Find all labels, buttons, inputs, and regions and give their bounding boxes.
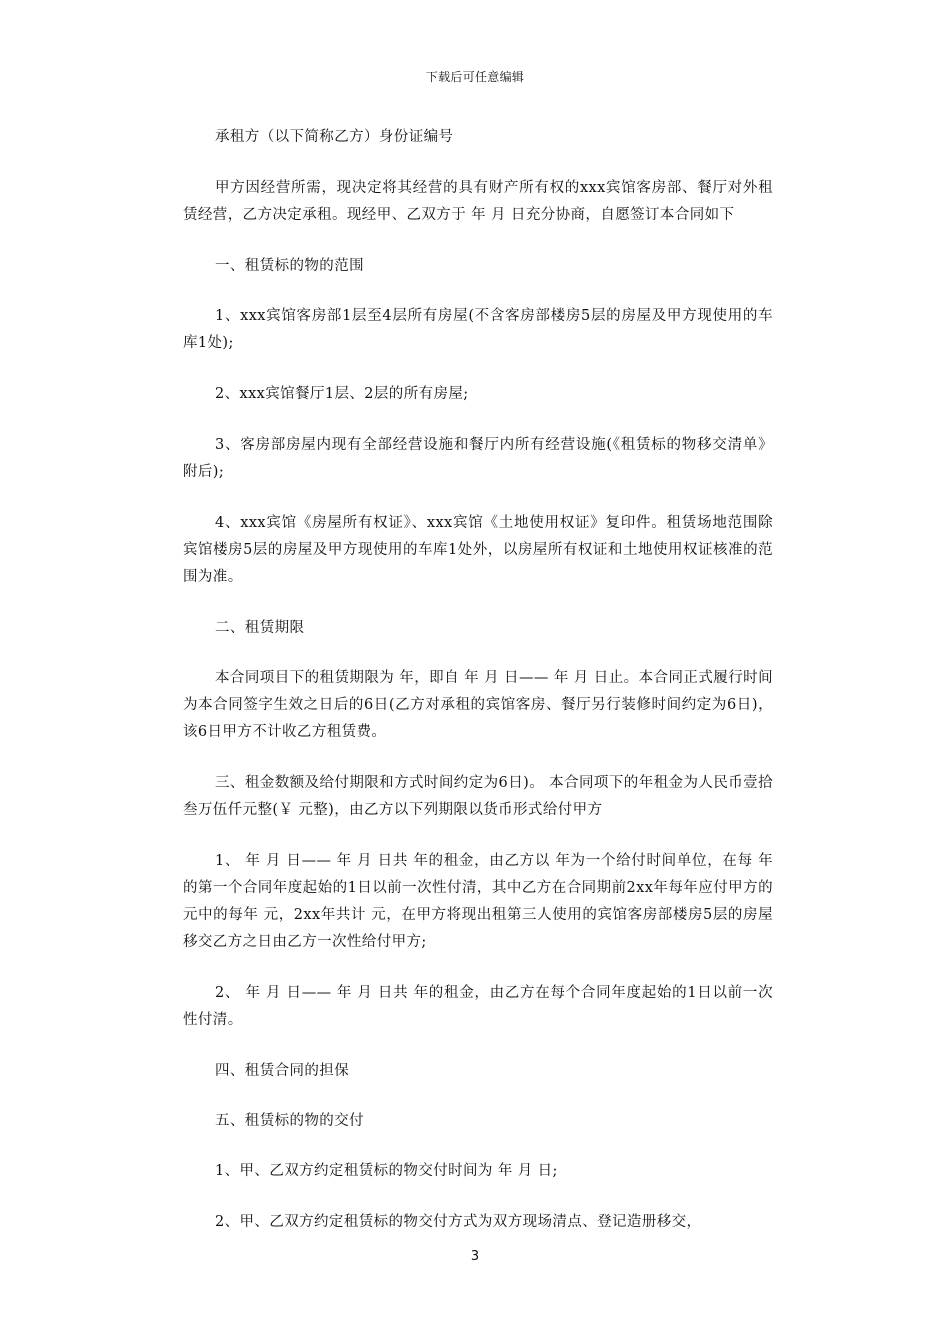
paragraph-delivery-item-2: 2、甲、乙双方约定租赁标的物交付方式为双方现场清点、登记造册移交，	[215, 1214, 702, 1230]
section-heading-guarantee: 四、租赁合同的担保	[215, 1063, 350, 1079]
paragraph-scope-item-2: 2、xxx宾馆餐厅1层、2层的所有房屋;	[215, 386, 469, 402]
section-heading-term: 二、租赁期限	[215, 620, 305, 636]
paragraph-term: 本合同项目下的租赁期限为 年，即自 年 月 日—— 年 月 日止。本合同正式履行时间为本合同签字生效之日后的6日(乙方对承租的宾馆客房、餐厅另行装修时间约定为6日)，该6日甲方不计收乙方租赁费。	[183, 670, 773, 740]
paragraph-rent-item-2: 2、 年 月 日—— 年 月 日共 年的租金，由乙方在每个合同年度起始的1日以前一次性付清。	[183, 985, 773, 1028]
paragraph-lessee-id: 承租方（以下简称乙方）身份证编号	[215, 129, 454, 145]
paragraph-scope-item-1: 1、xxx宾馆客房部1层至4层所有房屋(不含客房部楼房5层的房屋及甲方现使用的车库1处);	[183, 308, 773, 351]
paragraph-rent-item-1: 1、 年 月 日—— 年 月 日共 年的租金，由乙方以 年为一个给付时间单位，在每 年的第一个合同年度起始的1日以前一次性付清，其中乙方在合同期前2xx年每年应付甲方的 元中的每年 元，2xx年共计 元，在甲方将现出租第三人使用的宾馆客房部楼房5层的房屋移交乙方之日由乙方一次性给付甲方;	[183, 853, 773, 950]
section-heading-delivery: 五、租赁标的物的交付	[215, 1113, 364, 1129]
paragraph-delivery-item-1: 1、甲、乙双方约定租赁标的物交付时间为 年 月 日;	[215, 1163, 558, 1179]
document-body	[183, 124, 773, 1260]
paragraph-scope-item-4: 4、xxx宾馆《房屋所有权证》、xxx宾馆《土地使用权证》复印件。租赁场地范围除宾馆楼房5层的房屋及甲方现使用的车库1处外，以房屋所有权证和土地使用权证核准的范围为准。	[183, 515, 773, 585]
section-heading-scope: 一、租赁标的物的范围	[215, 258, 364, 274]
page-header-note: 下载后可任意编辑	[425, 70, 525, 84]
page-number: 3	[470, 1249, 480, 1264]
paragraph-scope-item-3: 3、客房部房屋内现有全部经营设施和餐厅内所有经营设施(《租赁标的物移交清单》附后);	[183, 437, 773, 480]
paragraph-intro: 甲方因经营所需，现决定将其经营的具有财产所有权的xxx宾馆客房部、餐厅对外租赁经营，乙方决定承租。现经甲、乙双方于 年 月 日充分协商，自愿签订本合同如下	[183, 180, 773, 223]
paragraph-rent-amount: 三、租金数额及给付期限和方式时间约定为6日)。 本合同项下的年租金为人民币壹拾叁万伍仟元整(￥ 元整)，由乙方以下列期限以货币形式给付甲方	[183, 775, 773, 818]
